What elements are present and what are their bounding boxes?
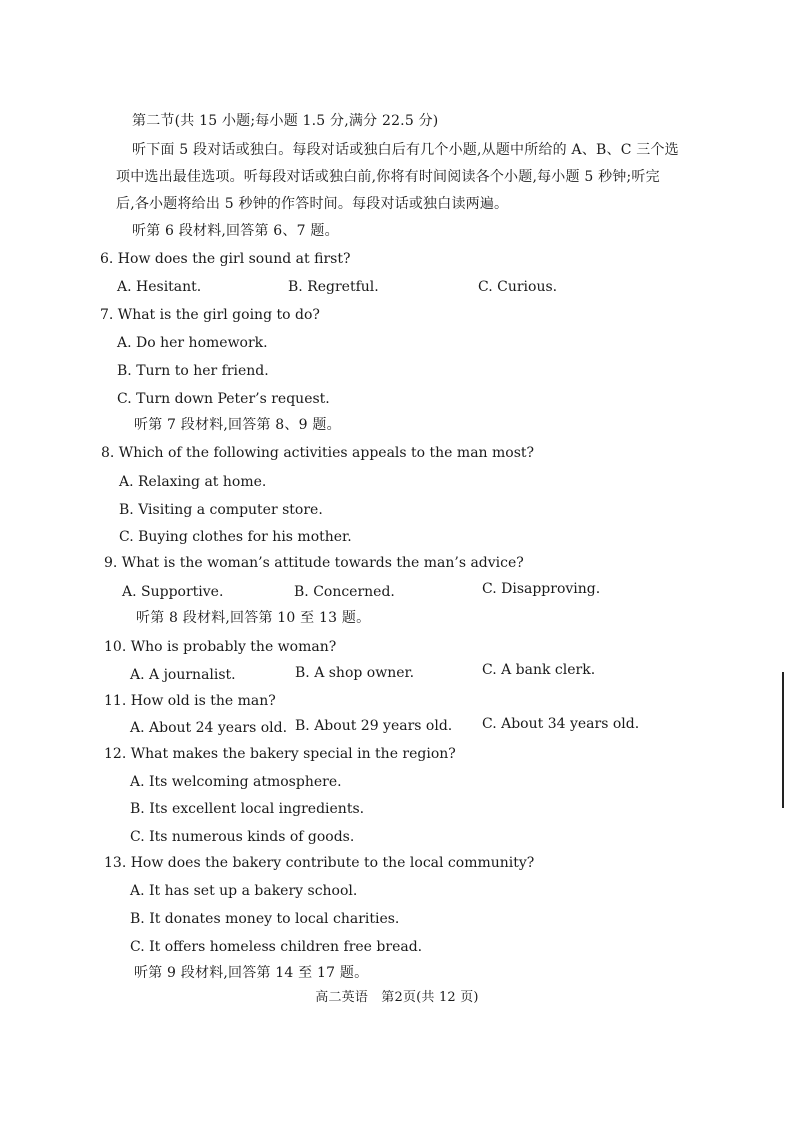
question-6-option-a: A. Hesitant. <box>117 279 202 295</box>
question-13-option-b: B. It donates money to local charities. <box>130 911 400 927</box>
scan-edge-line <box>782 672 784 808</box>
material-7-label: 听第 7 段材料,回答第 8、9 题。 <box>134 417 341 433</box>
question-11-option-a: A. About 24 years old. <box>130 720 288 736</box>
question-13-option-a: A. It has set up a bakery school. <box>130 883 358 899</box>
question-9-option-c: C. Disapproving. <box>482 581 601 597</box>
instruction-line-2: 项中选出最佳选项。听每段对话或独白前,你将有时间阅读各个小题,每小题 5 秒钟;听完 <box>116 169 660 185</box>
question-6-option-b: B. Regretful. <box>288 279 379 295</box>
question-9-option-b: B. Concerned. <box>294 584 395 600</box>
instruction-line-3: 后,各小题将给出 5 秒钟的作答时间。每段对话或独白读两遍。 <box>116 196 509 212</box>
question-12-stem: 12. What makes the bakery special in the region? <box>104 746 456 762</box>
question-10-option-b: B. A shop owner. <box>295 665 415 681</box>
question-12-option-a: A. Its welcoming atmosphere. <box>130 774 342 790</box>
question-9-stem: 9. What is the woman’s attitude towards the man’s advice? <box>104 555 524 571</box>
instruction-line-1: 听下面 5 段对话或独白。每段对话或独白后有几个小题,从题中所给的 A、B、C 三个选 <box>132 142 679 158</box>
question-10-option-a: A. A journalist. <box>130 667 236 683</box>
question-13-option-c: C. It offers homeless children free bread. <box>130 939 423 955</box>
question-7-stem: 7. What is the girl going to do? <box>100 307 320 323</box>
question-13-stem: 13. How does the bakery contribute to the local community? <box>104 855 535 871</box>
question-10-stem: 10. Who is probably the woman? <box>104 639 337 655</box>
question-10-option-c: C. A bank clerk. <box>482 662 596 678</box>
question-6-option-c: C. Curious. <box>478 279 558 295</box>
question-12-option-b: B. Its excellent local ingredients. <box>130 801 365 817</box>
question-8-stem: 8. Which of the following activities appeals to the man most? <box>101 445 535 461</box>
question-11-option-c: C. About 34 years old. <box>482 716 640 732</box>
question-8-option-c: C. Buying clothes for his mother. <box>119 529 352 545</box>
page-footer: 高二英语 第2页(共 12 页) <box>315 990 479 1005</box>
material-9-label: 听第 9 段材料,回答第 14 至 17 题。 <box>134 965 369 981</box>
material-8-label: 听第 8 段材料,回答第 10 至 13 题。 <box>136 610 371 626</box>
question-11-stem: 11. How old is the man? <box>104 693 276 709</box>
section-heading: 第二节(共 15 小题;每小题 1.5 分,满分 22.5 分) <box>132 113 439 129</box>
question-7-option-b: B. Turn to her friend. <box>117 363 269 379</box>
question-12-option-c: C. Its numerous kinds of goods. <box>130 829 355 845</box>
question-7-option-c: C. Turn down Peter’s request. <box>117 391 330 407</box>
question-9-option-a: A. Supportive. <box>122 584 224 600</box>
question-6-stem: 6. How does the girl sound at first? <box>100 251 351 267</box>
question-11-option-b: B. About 29 years old. <box>295 718 453 734</box>
question-7-option-a: A. Do her homework. <box>117 335 268 351</box>
question-8-option-a: A. Relaxing at home. <box>119 474 267 490</box>
material-6-label: 听第 6 段材料,回答第 6、7 题。 <box>132 223 339 239</box>
question-8-option-b: B. Visiting a computer store. <box>119 502 323 518</box>
